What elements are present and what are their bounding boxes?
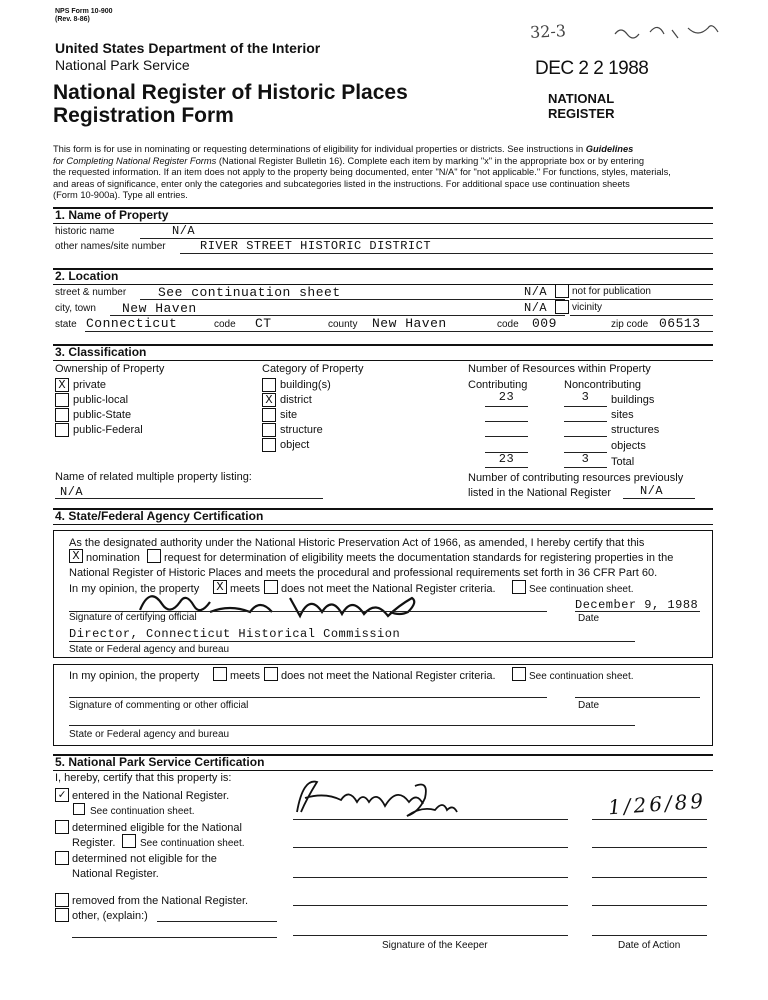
related-listing-value[interactable]: N/A xyxy=(60,485,84,499)
contributing-heading: Contributing xyxy=(468,379,528,391)
previously-listed-label-2: listed in the National Register xyxy=(468,487,612,499)
ownership-public-state-checkbox[interactable] xyxy=(55,408,69,422)
sites-label: sites xyxy=(611,409,634,421)
keeper-signature-label: Signature of the Keeper xyxy=(382,940,488,951)
category-buildings-checkbox[interactable] xyxy=(262,378,276,392)
ownership-public-federal-checkbox[interactable] xyxy=(55,423,69,437)
other-label: other, (explain:) xyxy=(72,910,148,922)
request-determination-checkbox[interactable] xyxy=(147,549,161,563)
ownership-private-label: private xyxy=(73,379,107,391)
commenting-date-label: Date xyxy=(578,700,600,711)
ownership-public-local-label: public-local xyxy=(73,394,129,406)
state-label: state xyxy=(55,319,77,330)
total-label: Total xyxy=(611,456,635,468)
not-eligible-label-2: National Register. xyxy=(72,868,159,880)
zip-label: zip code xyxy=(611,319,649,330)
zip-value[interactable]: 06513 xyxy=(659,316,701,331)
nomination-label: nomination xyxy=(86,552,140,564)
state-agency-value[interactable]: Director, Connecticut Historical Commission xyxy=(69,627,401,641)
nps-cert-intro: I, hereby, certify that this property is: xyxy=(55,772,232,784)
certification-date-value[interactable]: December 9, 1988 xyxy=(575,598,699,612)
category-structure-label: structure xyxy=(280,424,323,436)
historic-name-value[interactable]: N/A xyxy=(172,224,196,238)
removed-checkbox[interactable] xyxy=(55,893,69,907)
street-na[interactable]: N/A xyxy=(524,285,548,299)
vicinity-checkbox[interactable] xyxy=(555,300,569,314)
removed-label: removed from the National Register. xyxy=(72,895,249,907)
contributing-buildings[interactable]: 23 xyxy=(498,390,515,404)
see-continuation-checkbox-4b[interactable] xyxy=(512,667,526,681)
entered-see-continuation-checkbox[interactable] xyxy=(73,803,85,815)
buildings-label: buildings xyxy=(611,394,655,406)
county-value[interactable]: New Haven xyxy=(372,316,447,331)
city-label: city, town xyxy=(55,303,96,314)
not-eligible-checkbox[interactable] xyxy=(55,851,69,865)
stamp-national: NATIONAL xyxy=(548,91,615,106)
noncontributing-buildings[interactable]: 3 xyxy=(581,390,590,404)
state-agency-2-label: State or Federal agency and bureau xyxy=(69,729,230,740)
nomination-checkbox[interactable]: X xyxy=(69,549,83,563)
entered-see-continuation-label: See continuation sheet. xyxy=(90,806,195,817)
category-district-checkbox[interactable]: X xyxy=(262,393,276,407)
section-4-heading: 4. State/Federal Agency Certification xyxy=(55,509,264,523)
service-name: National Park Service xyxy=(55,57,190,73)
county-label: county xyxy=(328,319,358,330)
certification-text-1: As the designated authority under the National Historic Preservation Act of 1966, as amended, I hereby certify that this xyxy=(69,537,645,549)
date-of-action-label: Date of Action xyxy=(618,940,681,951)
other-names-label: other names/site number xyxy=(55,241,166,252)
does-not-meet-label: does not meet the National Register criteria. xyxy=(281,583,496,595)
entered-checkbox[interactable]: ✓ xyxy=(55,788,69,802)
determined-eligible-checkbox[interactable] xyxy=(55,820,69,834)
handwritten-reference: 32-3 xyxy=(529,21,567,42)
county-code-value[interactable]: 009 xyxy=(532,316,557,331)
category-object-label: object xyxy=(280,439,310,451)
stamp-register: REGISTER xyxy=(548,106,615,121)
structures-label: structures xyxy=(611,424,660,436)
other-names-value[interactable]: RIVER STREET HISTORIC DISTRICT xyxy=(200,239,432,253)
county-code-label: code xyxy=(497,319,519,330)
certification-date-label: Date xyxy=(578,613,600,624)
not-for-publication-checkbox[interactable] xyxy=(555,284,569,298)
ownership-public-federal-label: public-Federal xyxy=(73,424,143,436)
ownership-public-local-checkbox[interactable] xyxy=(55,393,69,407)
determined-eligible-label-1: determined eligible for the National xyxy=(72,822,242,834)
commenting-signature-label: Signature of commenting or other official xyxy=(69,700,249,711)
objects-label: objects xyxy=(611,440,646,452)
not-for-publication-label: not for publication xyxy=(572,286,651,297)
vicinity-label: vicinity xyxy=(572,302,603,313)
agency-name: United States Department of the Interior xyxy=(55,40,321,56)
ownership-heading: Ownership of Property xyxy=(55,363,165,375)
previously-listed-label-1: Number of contributing resources previously xyxy=(468,472,684,484)
see-continuation-label-4b: See continuation sheet. xyxy=(529,671,634,682)
noncontributing-total[interactable]: 3 xyxy=(581,452,590,466)
ownership-private-checkbox[interactable]: X xyxy=(55,378,69,392)
category-structure-checkbox[interactable] xyxy=(262,423,276,437)
resources-heading: Number of Resources within Property xyxy=(468,363,651,375)
previously-listed-value[interactable]: N/A xyxy=(640,484,664,498)
historic-name-label: historic name xyxy=(55,226,115,237)
noncontributing-heading: Noncontributing xyxy=(564,379,642,391)
related-listing-label: Name of related multiple property listing: xyxy=(55,471,252,483)
section-2-heading: 2. Location xyxy=(55,269,119,283)
received-date-stamp: DEC 2 2 1988 xyxy=(535,58,649,79)
street-label: street & number xyxy=(55,287,127,298)
state-agency-label: State or Federal agency and bureau xyxy=(69,644,230,655)
does-not-meet-2-label: does not meet the National Register criteria. xyxy=(281,670,496,682)
keeper-signature xyxy=(285,772,510,824)
street-value[interactable]: See continuation sheet xyxy=(158,285,341,300)
city-na[interactable]: N/A xyxy=(524,301,548,315)
city-value[interactable]: New Haven xyxy=(122,301,197,316)
certification-text-3: National Register of Historic Places and meets the procedural and professional requirements set forth in 36 CFR Part 60. xyxy=(69,567,658,579)
meets-label: meets xyxy=(230,583,260,595)
eligible-see-continuation-label: See continuation sheet. xyxy=(140,838,245,849)
category-heading: Category of Property xyxy=(262,363,364,375)
does-not-meet-2-checkbox[interactable] xyxy=(264,667,278,681)
category-district-label: district xyxy=(280,394,312,406)
entered-label: entered in the National Register. xyxy=(72,790,230,802)
opinion-2-text: In my opinion, the property xyxy=(69,670,200,682)
meets-checkbox[interactable]: X xyxy=(213,580,227,594)
section-5-heading: 5. National Park Service Certification xyxy=(55,755,265,769)
section-3-heading: 3. Classification xyxy=(55,345,147,359)
state-code-value[interactable]: CT xyxy=(255,316,272,331)
certification-text-2: request for determination of eligibility meets the documentation standards for registering properties in the xyxy=(164,552,674,564)
meets-2-checkbox[interactable] xyxy=(213,667,227,681)
category-object-checkbox[interactable] xyxy=(262,438,276,452)
category-site-label: site xyxy=(280,409,298,421)
form-title: National Register of Historic Places xyxy=(53,81,408,104)
determined-eligible-label-2: Register. xyxy=(72,837,116,849)
not-eligible-label-1: determined not eligible for the xyxy=(72,853,217,865)
see-continuation-checkbox-4a[interactable] xyxy=(512,580,526,594)
opinion-text: In my opinion, the property xyxy=(69,583,200,595)
state-code-label: code xyxy=(214,319,236,330)
ownership-public-state-label: public-State xyxy=(73,409,132,421)
signature-official-label: Signature of certifying official xyxy=(69,612,197,623)
see-continuation-label-4a: See continuation sheet. xyxy=(529,584,634,595)
category-site-checkbox[interactable] xyxy=(262,408,276,422)
form-subtitle: Registration Form xyxy=(53,104,234,127)
section-1-heading: 1. Name of Property xyxy=(55,208,169,222)
contributing-total[interactable]: 23 xyxy=(498,452,515,466)
state-value[interactable]: Connecticut xyxy=(86,316,178,331)
eligible-see-continuation-checkbox[interactable] xyxy=(122,834,136,848)
date-of-action-handwritten: 1/26/89 xyxy=(607,788,707,820)
meets-2-label: meets xyxy=(230,670,260,682)
other-checkbox[interactable] xyxy=(55,908,69,922)
instructions-paragraph: This form is for use in nominating or requesting determinations of eligibility for individual properties or districts. See instructions in Guidelines for Completing National Register Forms (National Register Bulletin 16). Complete each item by marking "x" in the appropriate box or by entering the requested information. If an item does not apply to the property being documented, enter "N/A" for "not applicable." For functions, styles, materials, and areas of significance, enter only the categories and subcategories listed in the instructions. For additional space use continuation sheets (Form 10-900a). Type all entries. xyxy=(53,144,671,200)
form-number: NPS Form 10-900 (Rev. 8-86) xyxy=(55,8,113,23)
category-buildings-label: building(s) xyxy=(280,379,331,391)
handwritten-scribble xyxy=(610,20,730,42)
